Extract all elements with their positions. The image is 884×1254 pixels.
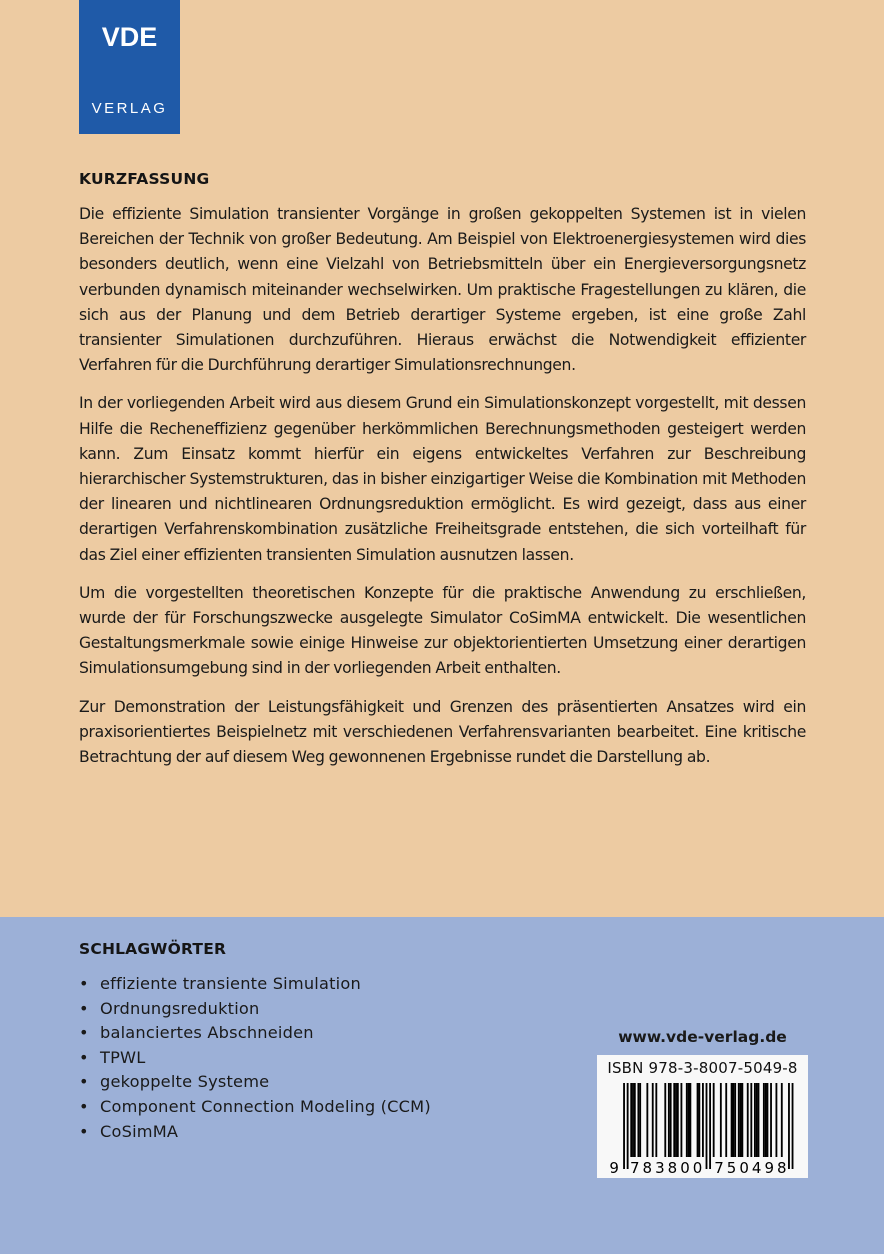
barcode-digit: 3 xyxy=(655,1159,665,1175)
bullet-icon: • xyxy=(79,974,89,993)
barcode-bar xyxy=(688,1083,690,1157)
barcode-bar xyxy=(781,1083,783,1157)
barcode-bar xyxy=(734,1083,736,1157)
barcode-digit: 7 xyxy=(714,1159,724,1175)
keyword-item xyxy=(79,1095,431,1120)
barcode-bar xyxy=(706,1083,708,1169)
keyword-item xyxy=(79,1021,431,1046)
bullet-icon: • xyxy=(79,1023,89,1043)
barcode-digit: 8 xyxy=(776,1159,787,1175)
bullet-icon: • xyxy=(79,1072,89,1092)
publisher-url[interactable]: www.vde-verlag.de xyxy=(618,1028,787,1046)
barcode-bar xyxy=(792,1083,794,1169)
barcode-digit: 8 xyxy=(667,1159,678,1175)
barcode-bar xyxy=(725,1083,727,1157)
bullet-icon: • xyxy=(79,998,89,1018)
barcode-bar xyxy=(634,1083,636,1157)
keyword-item xyxy=(79,1120,431,1145)
abstract-paragraph: Um die vorgestellten theoretischen Konzepte für die praktische Anwendung zu erschließen, wurde der für Forschungszwecke ausgelegte Simulator CoSimMA entwickelt. Die wesentlichen Gestaltungsmerkmale sowie einige Hinweise zur objektorientierten Umsetzung einer derartigen Simulationsumgebung sind in der vorliegenden Arbeit enthalten. xyxy=(79,583,806,678)
keyword-label: CoSimMA xyxy=(100,1121,179,1141)
barcode-digit: 0 xyxy=(680,1159,690,1175)
barcode-bar xyxy=(738,1083,740,1157)
barcode-bar xyxy=(747,1083,749,1157)
barcode-bar xyxy=(652,1083,654,1157)
barcode-bar xyxy=(775,1083,777,1157)
keyword-label: gekoppelte Systeme xyxy=(100,1072,270,1092)
barcode-bar xyxy=(732,1083,734,1157)
isbn-text: ISBN 978-3-8007-5049-8 xyxy=(607,1059,798,1077)
barcode-bar xyxy=(646,1083,648,1157)
barcode-digit: 7 xyxy=(630,1159,640,1175)
keyword-item xyxy=(79,1070,431,1095)
barcode-bar xyxy=(639,1083,641,1157)
isbn-barcode-box xyxy=(597,1055,808,1178)
barcode-digit: 0 xyxy=(692,1159,703,1175)
abstract-paragraph: In der vorliegenden Arbeit wird aus diesem Grund ein Simulationskonzept vorgestellt, mit dessen Hilfe die Recheneffizienz gegenüber herkömmlichen Berechnungsmethoden gesteigert werden kann. Zum Einsatz kommt hierfür ein eigens entwickeltes Verfahren zur Beschreibung hierarchischer Systemstrukturen, das in bisher einzigartiger Weise die Kombination mit Methoden der linearen und nichtlinearen Ordnungsreduktion ermöglicht. Es wird gezeigt, dass aus einer derartigen Verfahrenskombination zusätzliche Freiheitsgrade entstehen, die sich vorteilhaft für das Ziel einer effizienten transienten Simulation ausnutzen lassen. xyxy=(79,394,806,564)
keyword-label: Ordnungsreduktion xyxy=(100,998,260,1018)
barcode-bar xyxy=(731,1083,733,1157)
vde-verlag-logo xyxy=(79,0,180,134)
barcode-bar xyxy=(720,1083,722,1157)
abstract-paragraph: Zur Demonstration der Leistungsfähigkeit und Grenzen des präsentierten Ansatzes wird ein praxisorientiertes Beispielnetz mit verschiedenen Verfahrensvarianten bearbeitet. Eine kritische Betrachtung der auf diesem Weg gewonnenen Ergebnisse rundet die Darstellung ab. xyxy=(79,697,806,767)
barcode-bar xyxy=(765,1083,767,1157)
barcode-bar xyxy=(702,1083,704,1157)
barcode-bar xyxy=(709,1083,711,1169)
barcode-digit: 4 xyxy=(751,1159,762,1175)
keywords-list xyxy=(79,972,431,1144)
barcode-bar xyxy=(655,1083,657,1157)
barcode-digit: 9 xyxy=(609,1159,619,1175)
barcode-bar xyxy=(668,1083,670,1157)
barcode-bar xyxy=(623,1083,625,1169)
barcode-digit: 8 xyxy=(642,1159,653,1175)
barcode-bar xyxy=(680,1083,682,1157)
barcode-digit: 0 xyxy=(739,1159,749,1175)
keyword-item xyxy=(79,997,431,1022)
barcode-bar xyxy=(686,1083,688,1157)
keyword-item xyxy=(79,972,431,997)
keyword-label: balanciertes Abschneiden xyxy=(100,1023,314,1043)
keyword-label: effiziente transiente Simulation xyxy=(100,974,361,993)
barcode-bar xyxy=(756,1083,758,1157)
barcode xyxy=(607,1083,797,1175)
barcode-bar xyxy=(664,1083,666,1157)
logo-verlag-text: VERLAG xyxy=(91,100,168,117)
bullet-icon: • xyxy=(79,1121,89,1141)
keyword-label: TPWL xyxy=(100,1047,146,1067)
barcode-bar xyxy=(675,1083,677,1157)
barcode-bar xyxy=(697,1083,699,1157)
abstract-heading: KURZFASSUNG xyxy=(79,170,210,188)
keyword-item xyxy=(79,1046,431,1071)
barcode-bar xyxy=(627,1083,629,1169)
barcode-bar xyxy=(630,1083,632,1157)
abstract-paragraph: Die effiziente Simulation transienter Vorgänge in großen gekoppelten Systemen ist in vielen Bereichen der Technik von großer Bedeutung. Am Beispiel von Elektroenergiesystemen wird dies besonders deutlich, wenn eine Vielzahl von Betriebsmitteln über ein Energieversorgungsnetz verbunden dynamisch miteinander wechselwirken. Um praktische Fragestellungen zu klären, die sich aus der Planung und dem Betrieb derartiger Systeme ergeben, ist eine große Zahl transienter Simulationen durchzuführen. Hieraus erwächst die Notwendigkeit effizienter Verfahren für die Durchführung derartiger Simulationsrechnungen. xyxy=(79,205,806,375)
barcode-bar xyxy=(698,1083,700,1157)
logo-vde-text: VDE xyxy=(101,22,158,52)
barcode-bar xyxy=(689,1083,691,1157)
barcode-bar xyxy=(670,1083,672,1157)
barcode-bar xyxy=(770,1083,772,1157)
barcode-bar xyxy=(754,1083,756,1157)
barcode-bar xyxy=(713,1083,715,1157)
barcode-bar xyxy=(750,1083,752,1157)
barcode-bar xyxy=(673,1083,675,1157)
keywords-heading: SCHLAGWÖRTER xyxy=(79,940,227,958)
barcode-bar xyxy=(637,1083,639,1157)
barcode-bar xyxy=(740,1083,742,1157)
barcode-bar xyxy=(788,1083,790,1169)
barcode-bar xyxy=(763,1083,765,1157)
barcode-digit: 5 xyxy=(726,1159,737,1175)
barcode-bar xyxy=(758,1083,760,1157)
keyword-label: Component Connection Modeling (CCM) xyxy=(100,1096,431,1116)
barcode-bar xyxy=(767,1083,769,1157)
bullet-icon: • xyxy=(79,1096,89,1116)
barcode-bar xyxy=(632,1083,634,1157)
barcode-bar xyxy=(677,1083,679,1157)
barcode-digit: 9 xyxy=(764,1159,774,1175)
abstract-body xyxy=(79,202,806,783)
bullet-icon: • xyxy=(79,1047,89,1067)
barcode-bar xyxy=(741,1083,743,1157)
